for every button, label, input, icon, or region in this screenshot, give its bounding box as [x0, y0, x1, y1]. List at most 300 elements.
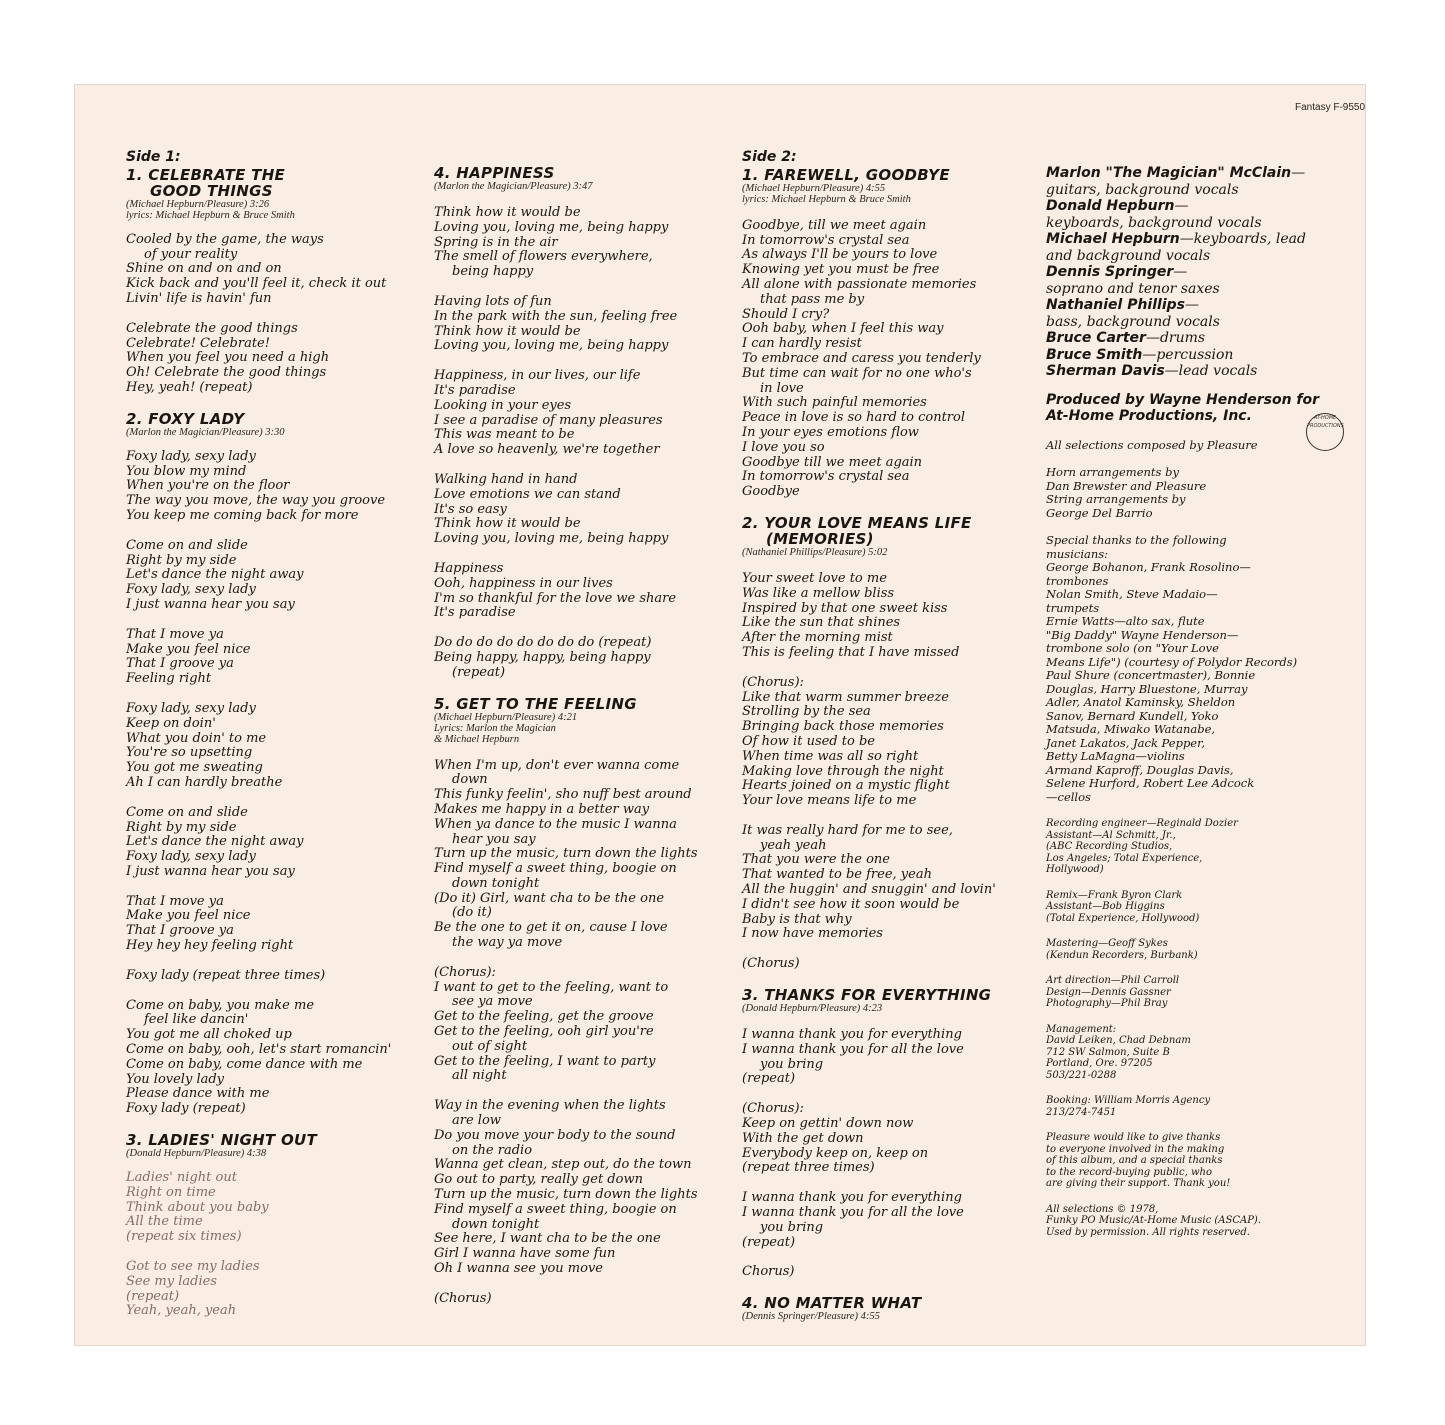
stanza [126, 702, 426, 791]
lyric-line: In tomorrow's crystal sea [742, 469, 910, 485]
lyric-line: Goodbye till we meet again [742, 454, 923, 470]
stanza [742, 1191, 1042, 1250]
lyric-line: With such painful memories [742, 395, 927, 411]
lyric-line: But time can wait for no one who's [742, 365, 972, 381]
stanza [434, 295, 734, 354]
special-thanks-line: trumpets [1046, 600, 1100, 615]
lyric-line: Do you move your body to the sound [434, 1127, 676, 1143]
lyric-line: That I groove ya [126, 923, 234, 939]
lyric-line: When you're on the floor [126, 478, 290, 494]
lyric-line: feel like dancin' [144, 1012, 249, 1028]
art-credits-line: Photography—Phil Bray [1046, 998, 1168, 1009]
copyright-notice-line: Used by permission. All rights reserved. [1046, 1226, 1250, 1238]
lyric-line: When time was all so right [742, 748, 919, 764]
remix-credits-line: (Total Experience, Hollywood) [1046, 912, 1200, 924]
lyric-line: Go out to party, really get down [434, 1172, 643, 1188]
song-credit: Lyrics: Marlon the Magician [434, 722, 556, 734]
lyric-line: Hey hey hey feeling right [126, 938, 294, 954]
lyric-line: Come on baby, come dance with me [126, 1056, 363, 1072]
member-role: —lead vocals [1164, 363, 1258, 379]
lyric-line: you bring [760, 1056, 824, 1072]
special-thanks-line: Selene Hurford, Robert Lee Adcock [1046, 776, 1255, 790]
management-info-line: 712 SW Salmon, Suite B [1046, 1046, 1170, 1058]
lyric-line: Was like a mellow bliss [742, 585, 895, 601]
stanza [126, 1260, 426, 1319]
copyright-notice-line: Funky PO Music/At-Home Music (ASCAP). [1046, 1215, 1261, 1226]
lyric-line: Like that warm summer breeze [742, 689, 949, 705]
lyric-line: Come on and slide [126, 804, 248, 820]
song-credit: (Michael Hepburn/Pleasure) 4:21 [434, 711, 578, 723]
lyric-line: Get to the feeling, get the groove [434, 1009, 654, 1025]
art-credits-line: Design—Dennis Gassner [1046, 986, 1171, 998]
lyric-line: Goodbye [742, 484, 800, 500]
arrangements-line: String arrangements by [1046, 492, 1186, 506]
lyric-line: I wanna thank you for all the love [742, 1041, 964, 1057]
remix-credits-line: Remix—Frank Byron Clark [1046, 889, 1183, 901]
arrangements-line: Dan Brewster and Pleasure [1046, 478, 1207, 493]
lyric-line: Come on baby, ooh, let's start romancin' [126, 1042, 392, 1058]
special-thanks-line: Armand Kaproff, Douglas Davis, [1046, 762, 1234, 777]
lyric-line: In the park with the sun, feeling free [434, 308, 678, 324]
member-name: Dennis Springer [1046, 264, 1174, 280]
lyric-line: Find myself a sweet thing, boogie on [434, 861, 677, 877]
lyric-line: Ooh baby, when I feel this way [742, 321, 944, 337]
lyric-line: Makes me happy in a better way [434, 801, 650, 817]
lyric-line: (repeat) [742, 1234, 796, 1250]
remix-credits-line: Assistant—Bob Higgins [1046, 901, 1165, 912]
band-thanks-line: Pleasure would like to give thanks [1046, 1132, 1221, 1143]
lyric-line: Get to the feeling, ooh girl you're [434, 1024, 654, 1040]
stanza [126, 1171, 426, 1245]
lyric-line: Foxy lady, sexy lady [126, 700, 256, 716]
lyric-line: Think how it would be [434, 516, 581, 532]
lyric-line: Baby is that why [742, 911, 852, 927]
lyric-line: Oh I wanna see you move [434, 1261, 603, 1277]
catalog-number: Fantasy F-9550 [1295, 102, 1366, 113]
booking-info [1046, 1095, 1336, 1118]
special-thanks-line: Means Life") (courtesy of Polydor Records) [1046, 654, 1298, 669]
lyric-line: After the morning mist [742, 630, 893, 646]
member-name: Michael Hepburn [1046, 231, 1180, 247]
member-role: —percussion [1142, 346, 1234, 363]
management-info-line: Management: [1046, 1023, 1117, 1035]
lyric-line: You're so upsetting [126, 745, 253, 761]
at-home-productions-seal-icon: AT-HOME PRODUCTIONS [1306, 413, 1344, 451]
lyric-line: Hearts joined on a mystic flight [742, 778, 950, 794]
lyric-line: Chorus) [742, 1264, 795, 1280]
stanza [126, 450, 426, 524]
lyric-line: (Chorus): [742, 1101, 804, 1117]
lyric-line: down tonight [452, 875, 540, 891]
lyric-line: It's so easy [434, 501, 507, 517]
lyric-line: Come on baby, you make me [126, 997, 315, 1013]
lyric-line: on the radio [452, 1142, 533, 1158]
lyric-line: All the time [126, 1214, 203, 1230]
lyric-line: all night [452, 1068, 507, 1084]
song-title-line: (MEMORIES) [766, 529, 874, 548]
recording-credits-line: (ABC Recording Studios, [1046, 841, 1173, 852]
lyric-line: Having lots of fun [434, 293, 552, 309]
lyric-line: Yeah, yeah, yeah [126, 1303, 237, 1319]
lyric-line: Cooled by the game, the ways [126, 231, 324, 247]
column-side-2 [742, 150, 1042, 1322]
stanza [126, 628, 426, 687]
song-credit: (Marlon the Magician/Pleasure) 3:47 [434, 181, 593, 192]
lyric-line: Bringing back those memories [742, 719, 944, 735]
member-role: —keyboards, lead and background vocals [1046, 231, 1306, 264]
lyric-line: I just wanna hear you say [126, 596, 295, 612]
song-title [126, 1132, 426, 1148]
lyric-line: Everybody keep on, keep on [742, 1145, 929, 1161]
recording-credits-line: Hollywood) [1046, 864, 1104, 875]
song-credit: (Donald Hepburn/Pleasure) 4:23 [742, 1003, 883, 1015]
song-title-line: 1. FAREWELL, GOODBYE [742, 165, 950, 184]
producer-line: At-Home Productions, Inc. [1046, 408, 1252, 424]
lyric-line: Of how it used to be [742, 733, 875, 749]
lyric-line: Do do do do do do do do (repeat) [434, 635, 652, 651]
lyric-line: Please dance with me [126, 1086, 270, 1102]
lyric-line: Being happy, happy, being happy [434, 649, 651, 665]
producer-credit [1046, 392, 1336, 425]
lyric-line: Celebrate the good things [126, 320, 298, 336]
special-thanks-line: Adler, Anatol Kaminsky, Sheldon [1046, 695, 1236, 709]
special-thanks-line: Sanov, Bernard Kundell, Yoko [1046, 708, 1219, 723]
lyric-line: (do it) [452, 905, 492, 921]
column-side-1-continued [434, 165, 734, 1322]
stanza [742, 676, 1042, 809]
lyric-line: That wanted to be free, yeah [742, 867, 932, 883]
lyric-line: Celebrate! Celebrate! [126, 335, 270, 351]
lyric-line: Be the one to get it on, cause I love [434, 920, 668, 936]
member-role: bass, background vocals [1046, 313, 1220, 330]
lyric-line: Your love means life to me [742, 793, 917, 809]
band-thanks-line: are giving their support. Thank you! [1046, 1178, 1231, 1189]
management-info-line: 503/221-0288 [1046, 1069, 1117, 1081]
member-dash: — [1173, 264, 1188, 280]
song-title [126, 411, 426, 427]
stanza [434, 636, 734, 680]
lyric-line: yeah yeah [760, 837, 827, 853]
lyric-line: When ya dance to the music I wanna [434, 816, 677, 832]
special-thanks-line: musicians: [1046, 546, 1109, 561]
lyric-line: I see a paradise of many pleasures [434, 412, 663, 428]
special-thanks-line: trombone solo (on "Your Love [1046, 641, 1219, 655]
lyrics-block [434, 759, 734, 1307]
song-credit: (Nathaniel Phillips/Pleasure) 5:02 [742, 546, 888, 558]
stanza [126, 322, 426, 396]
lyric-line: Like the sun that shines [742, 615, 901, 631]
song-credit: & Michael Hepburn [434, 733, 520, 745]
lyric-line: I'm so thankful for the love we share [434, 590, 677, 606]
lyric-line: of your reality [144, 246, 238, 262]
lyric-line: That I move ya [126, 893, 224, 909]
lyric-line: Love emotions we can stand [434, 486, 621, 502]
band-members [1046, 165, 1336, 380]
special-thanks-line: Betty LaMagna—violins [1046, 749, 1185, 763]
lyric-line: Happiness [434, 560, 504, 576]
special-thanks-line: Nolan Smith, Steve Madaio— [1046, 587, 1218, 601]
lyrics-block [434, 206, 734, 681]
lyric-line: Foxy lady, sexy lady [126, 448, 256, 464]
producer-line: Produced by Wayne Henderson for [1046, 391, 1320, 408]
stanza [434, 473, 734, 547]
lyric-line: That you were the one [742, 852, 891, 868]
lyric-line: In your eyes emotions flow [742, 424, 919, 440]
stanza [126, 895, 426, 954]
recording-credits-line: Los Angeles; Total Experience, [1046, 852, 1203, 864]
lyric-line: down [452, 772, 488, 788]
side-label: Side 2: [742, 149, 797, 165]
lyric-line: the way ya move [452, 935, 563, 951]
lyric-line: When you feel you need a high [126, 350, 330, 366]
booking-info-line: 213/274-7451 [1046, 1106, 1117, 1118]
lyric-line: Loving you, loving me, being happy [434, 531, 669, 547]
lyric-line: (Do it) Girl, want cha to be the one [434, 890, 665, 906]
lyric-line: With the get down [742, 1130, 864, 1146]
management-info-line: Portland, Ore. 97205 [1046, 1058, 1153, 1069]
lyric-line: Keep on doin' [126, 715, 216, 731]
stanza [126, 539, 426, 613]
stanza [126, 233, 426, 307]
song-credit: (Marlon the Magician/Pleasure) 3:30 [126, 426, 285, 438]
stanza [742, 1028, 1042, 1087]
lyric-line: You keep me coming back for more [126, 507, 359, 523]
copyright-notice [1046, 1204, 1336, 1239]
lyric-line: Let's dance the night away [126, 567, 304, 583]
lyric-line: You blow my mind [126, 463, 247, 479]
recording-credits-line: Recording engineer—Reginald Dozier [1046, 818, 1238, 829]
lyric-line: Turn up the music, turn down the lights [434, 846, 698, 862]
lyric-line: Loving you, loving me, being happy [434, 338, 669, 354]
lyric-line: (repeat six times) [126, 1229, 242, 1245]
lyric-line: you bring [760, 1219, 824, 1235]
lyric-line: out of sight [452, 1038, 528, 1054]
song-title [742, 515, 1042, 547]
side-label: Side 1: [126, 149, 181, 165]
member-name: Sherman Davis [1046, 363, 1165, 379]
lyric-line: Got to see my ladies [126, 1259, 260, 1275]
special-thanks-line: George Bohanon, Frank Rosolino— [1046, 560, 1251, 574]
song-title [434, 696, 734, 712]
lyric-line: I wanna thank you for everything [742, 1027, 962, 1043]
arrangements-line: Horn arrangements by [1046, 465, 1179, 479]
song-credit: (Michael Hepburn/Pleasure) 3:26 [126, 198, 270, 210]
lyric-line: All alone with passionate memories [742, 276, 977, 292]
lyric-line: Get to the feeling, I want to party [434, 1053, 656, 1069]
song-title [126, 167, 426, 199]
special-thanks [1046, 534, 1336, 804]
lyric-line: Ah I can hardly breathe [126, 774, 283, 790]
member-dash: — [1184, 297, 1199, 313]
song-title-line: 4. HAPPINESS [434, 164, 555, 182]
lyric-line: That I move ya [126, 626, 224, 642]
lyric-line: Making love through the night [742, 763, 944, 779]
lyric-line: Think about you baby [126, 1199, 269, 1215]
lyric-line: Let's dance the night away [126, 834, 304, 850]
special-thanks-line: —cellos [1046, 789, 1091, 804]
special-thanks-line: trombones [1046, 573, 1109, 588]
song-title-line: 2. YOUR LOVE MEANS LIFE [742, 513, 972, 532]
member-role: keyboards, background vocals [1046, 214, 1262, 231]
recording-credits [1046, 818, 1336, 876]
lyric-line: that pass me by [760, 291, 865, 307]
stanza [742, 824, 1042, 942]
stanza [742, 1265, 1042, 1280]
mastering-credits-line: Mastering—Geoff Sykes [1046, 938, 1168, 949]
lyric-line: This was meant to be [434, 427, 575, 443]
band-thanks [1046, 1132, 1336, 1190]
special-thanks-line: Ernie Watts—alto sax, flute [1046, 614, 1205, 628]
lyric-line: I just wanna hear you say [126, 863, 295, 879]
special-thanks-line: Paul Shure (concertmaster), Bonnie [1046, 668, 1256, 682]
copyright-notice-line: All selections © 1978, [1046, 1203, 1159, 1215]
lyric-line: As always I'll be yours to love [742, 247, 938, 263]
lyric-line: The way you move, the way you groove [126, 493, 386, 509]
lyric-line: Foxy lady, sexy lady [126, 849, 256, 865]
column-credits [1046, 165, 1344, 1238]
lyric-line: (repeat three times) [742, 1160, 875, 1176]
lyric-line: Knowing yet you must be free [742, 262, 940, 278]
stanza [742, 1102, 1042, 1176]
recording-credits-line: Assistant—Al Schmitt, Jr., [1046, 829, 1176, 841]
song-title-line: 5. GET TO THE FEELING [434, 694, 637, 713]
lyric-line: down tonight [452, 1216, 540, 1232]
lyric-line: When I'm up, don't ever wanna come [434, 757, 680, 773]
lyric-line: That I groove ya [126, 656, 234, 672]
lyric-line: I didn't see how it soon would be [742, 896, 960, 912]
lyric-line: To embrace and caress you tenderly [742, 350, 981, 366]
lyric-line: Wanna get clean, step out, do the town [434, 1157, 692, 1173]
lyric-line: I want to get to the feeling, want to [434, 979, 669, 995]
special-thanks-line: Matsuda, Miwako Watanabe, [1046, 722, 1216, 736]
song-title-line: 1. CELEBRATE THE [126, 165, 286, 184]
lyric-line: A love so heavenly, we're together [434, 442, 660, 458]
lyric-line: Kick back and you'll feel it, check it out [126, 276, 387, 292]
stanza [434, 1292, 734, 1307]
management-info-line: David Leiken, Chad Debnam [1046, 1035, 1191, 1046]
lyrics-block [126, 1171, 426, 1319]
lyrics-block [742, 1028, 1042, 1280]
stanza [434, 966, 734, 1084]
lyric-line: (Chorus): [434, 964, 496, 980]
member-dash: — [1291, 165, 1306, 181]
song-title-line: GOOD THINGS [150, 181, 273, 200]
member-role: soprano and tenor saxes [1046, 280, 1220, 297]
stanza [742, 572, 1042, 661]
lyric-line: (Chorus) [434, 1290, 492, 1306]
lyric-line: are low [452, 1113, 501, 1129]
stanza [434, 206, 734, 280]
lyric-line: All the huggin' and snuggin' and lovin' [742, 882, 996, 898]
lyric-line: (Chorus): [742, 674, 804, 690]
stanza [434, 562, 734, 621]
composer-note: All selections composed by Pleasure [1046, 437, 1258, 452]
art-credits [1046, 975, 1336, 1010]
lyric-line: hear you say [452, 831, 536, 847]
member-role: guitars, background vocals [1046, 181, 1239, 198]
lyric-line: Happiness, in our lives, our life [434, 368, 641, 384]
lyric-line: see ya move [452, 994, 533, 1010]
lyric-line: Your sweet love to me [742, 570, 887, 586]
lyric-line: Way in the evening when the lights [434, 1098, 666, 1114]
mastering-credits [1046, 938, 1336, 961]
song-title [434, 165, 734, 181]
lyric-line: Spring is in the air [434, 234, 558, 250]
lyric-line: Foxy lady (repeat three times) [126, 967, 326, 983]
band-thanks-line: of this album, and a special thanks [1046, 1155, 1223, 1166]
lyric-line: Hey, yeah! (repeat) [126, 379, 253, 395]
special-thanks-line: "Big Daddy" Wayne Henderson— [1046, 627, 1239, 642]
lyrics-block [742, 572, 1042, 972]
lyric-line: You got me sweating [126, 760, 263, 776]
stanza [126, 806, 426, 880]
song-title-line: 2. FOXY LADY [126, 409, 245, 428]
song-credit: lyrics: Michael Hepburn & Bruce Smith [742, 193, 911, 205]
remix-credits [1046, 890, 1336, 925]
member-dash: — [1174, 198, 1189, 214]
stanza [434, 759, 734, 951]
arrangements [1046, 466, 1336, 520]
lyric-line: I can hardly resist [742, 336, 862, 352]
lyric-line: This is feeling that I have missed [742, 644, 960, 660]
lyric-line: (repeat) [742, 1071, 796, 1087]
lyric-line: Feeling right [126, 671, 212, 687]
lyric-line: Right on time [126, 1184, 216, 1200]
song-credit: (Donald Hepburn/Pleasure) 4:38 [126, 1148, 267, 1160]
lyric-line: Foxy lady (repeat) [126, 1101, 246, 1117]
stanza [742, 957, 1042, 972]
lyric-line: Livin' life is havin' fun [126, 290, 272, 306]
lyric-line: Loving you, loving me, being happy [434, 219, 669, 235]
special-thanks-line: Special thanks to the following [1046, 533, 1227, 547]
lyric-line: Looking in your eyes [434, 397, 572, 413]
stanza [434, 369, 734, 458]
lyric-line: Find myself a sweet thing, boogie on [434, 1201, 677, 1217]
lyric-line: It's paradise [434, 605, 516, 621]
lyric-line: Peace in love is so hard to control [742, 410, 965, 426]
song-title [742, 167, 1042, 183]
booking-info-line: Booking: William Morris Agency [1046, 1095, 1211, 1106]
band-thanks-line: to the record-buying public, who [1046, 1166, 1212, 1178]
lyric-line: Girl I wanna have some fun [434, 1246, 616, 1262]
lyric-line: See my ladies [126, 1273, 217, 1289]
lyrics-block [742, 219, 1042, 500]
lyric-line: Foxy lady, sexy lady [126, 582, 256, 598]
song-credit: (Dennis Springer/Pleasure) 4:55 [742, 1311, 880, 1323]
lyric-line: What you doin' to me [126, 730, 267, 746]
lyric-line: I wanna thank you for all the love [742, 1205, 964, 1221]
member-name: Nathaniel Phillips [1046, 297, 1185, 313]
member-name: Donald Hepburn [1046, 198, 1175, 214]
lyric-line: Ladies' night out [126, 1170, 237, 1186]
member-role: —drums [1145, 330, 1206, 346]
lyric-line: (repeat) [126, 1288, 180, 1304]
song-title-line: 3. THANKS FOR EVERYTHING [742, 986, 992, 1005]
mastering-credits-line: (Kendun Recorders, Burbank) [1046, 949, 1198, 961]
song-title [742, 1295, 1042, 1311]
song-title-line: 3. LADIES' NIGHT OUT [126, 1131, 318, 1150]
stanza [126, 999, 426, 1117]
lyric-line: Come on and slide [126, 537, 248, 553]
lyric-line: Walking hand in hand [434, 471, 578, 487]
lyric-line: (Chorus) [742, 956, 800, 972]
lyric-line: I love you so [742, 439, 825, 455]
lyric-line: It was really hard for me to see, [742, 822, 953, 838]
lyric-line: Keep on gettin' down now [742, 1116, 914, 1132]
lyric-line: I wanna thank you for everything [742, 1190, 962, 1206]
lyric-line: (repeat) [452, 664, 506, 680]
lyric-line: Make you feel nice [126, 641, 251, 657]
